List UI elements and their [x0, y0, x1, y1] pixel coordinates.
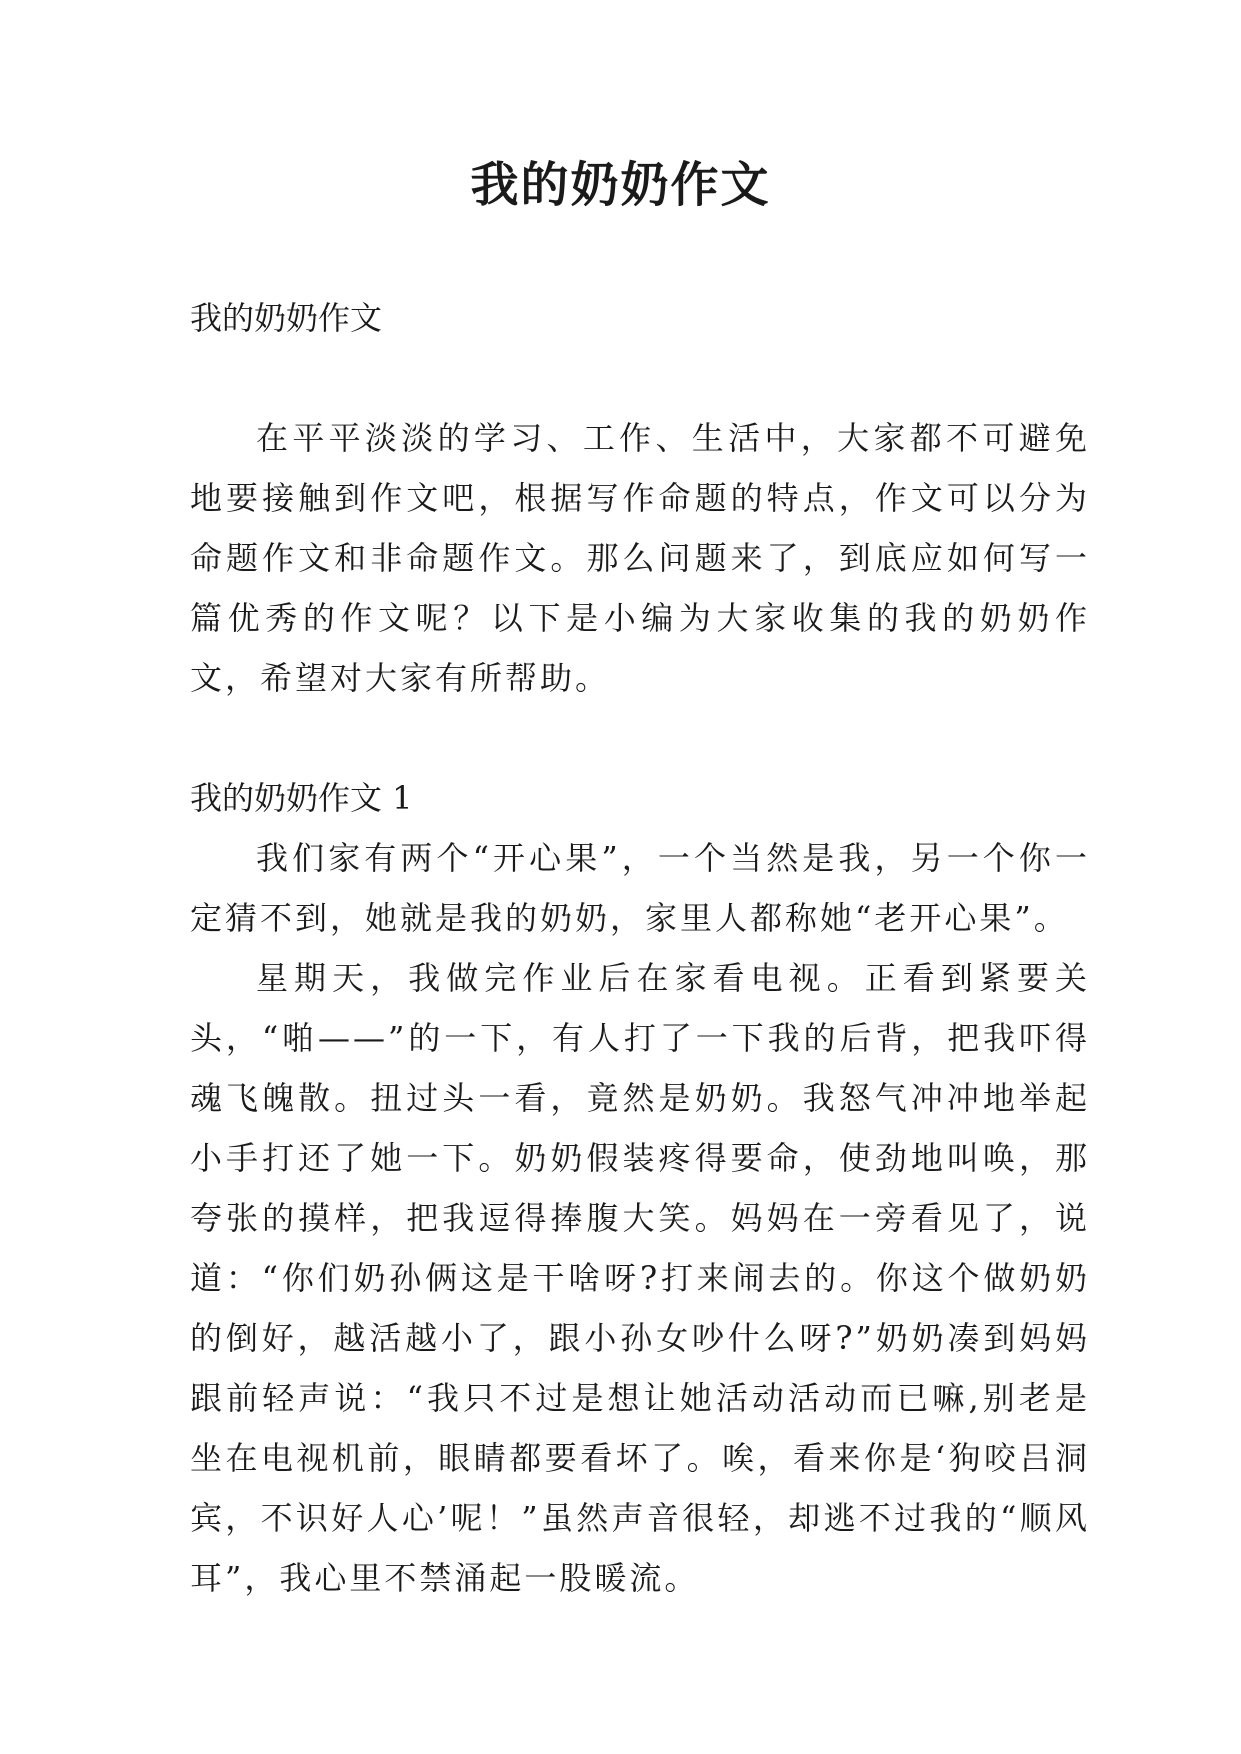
body-paragraph: 星期天，我做完作业后在家看电视。正看到紧要关头，“啪——”的一下，有人打了一下我的后背，把我吓得魂飞魄散。扭过头一看，竟然是奶奶。我怒气冲冲地举起小手打还了她一下。奶奶假装疼得要命，使劲地叫唤，那夸张的摸样，把我逗得捧腹大笑。妈妈在一旁看见了，说道：“你们奶孙俩这是干啥呀?打来闹去的。你这个做奶奶的倒好，越活越小了，跟小孙女吵什么呀?”奶奶凑到妈妈跟前轻声说：“我只不过是想让她活动活动而已嘛,别老是坐在电视机前，眼睛都要看坏了。唉，看来你是‘狗咬吕洞宾，不识好人心’呢！”虽然声音很轻，却逃不过我的“顺风耳”，我心里不禁涌起一股暖流。: [190, 959, 1090, 1597]
spacer: [190, 708, 1090, 768]
document-body: [190, 288, 1090, 1608]
section-heading: 我的奶奶作文 1: [190, 779, 413, 817]
intro-paragraph: 在平平淡淡的学习、工作、生活中，大家都不可避免地要接触到作文吧，根据写作命题的特点，作文可以分为命题作文和非命题作文。那么问题来了，到底应如何写一篇优秀的作文呢？以下是小编为大家收集的我的奶奶作文，希望对大家有所帮助。: [190, 419, 1090, 697]
subtitle: 我的奶奶作文: [190, 299, 383, 337]
spacer: [190, 348, 1090, 408]
body-paragraph: 我们家有两个“开心果”，一个当然是我，另一个你一定猜不到，她就是我的奶奶，家里人都称她“老开心果”。: [190, 839, 1090, 937]
document-title: 我的奶奶作文: [470, 157, 771, 213]
